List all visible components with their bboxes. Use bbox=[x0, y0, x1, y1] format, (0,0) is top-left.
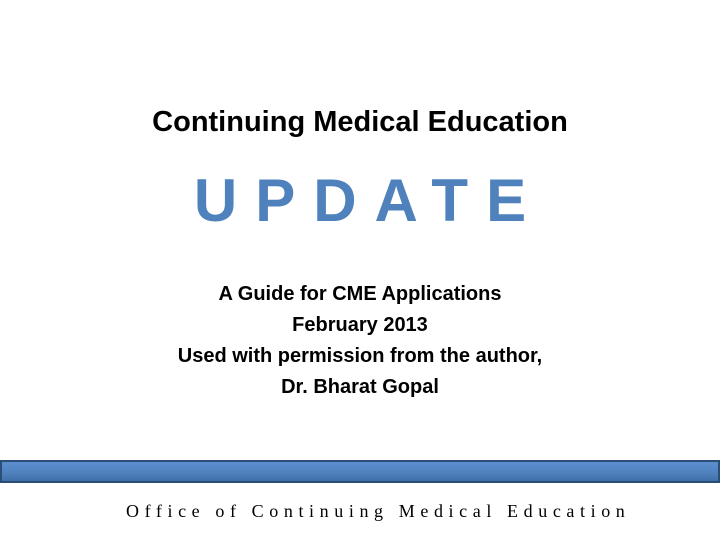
subtitle-line-author: Dr. Bharat Gopal bbox=[281, 376, 439, 398]
subtitle-line-date: February 2013 bbox=[292, 314, 428, 336]
footer-text: Office of Continuing Medical Education bbox=[126, 501, 631, 521]
subtitle-line-permission: Used with permission from the author, bbox=[177, 345, 543, 367]
subtitle-block bbox=[0, 279, 720, 403]
subtitle-line-guide: A Guide for CME Applications bbox=[218, 283, 502, 305]
footer-bar bbox=[0, 460, 720, 483]
slide-heading: Continuing Medical Education bbox=[152, 106, 568, 138]
update-title: UPDATE bbox=[193, 167, 545, 234]
